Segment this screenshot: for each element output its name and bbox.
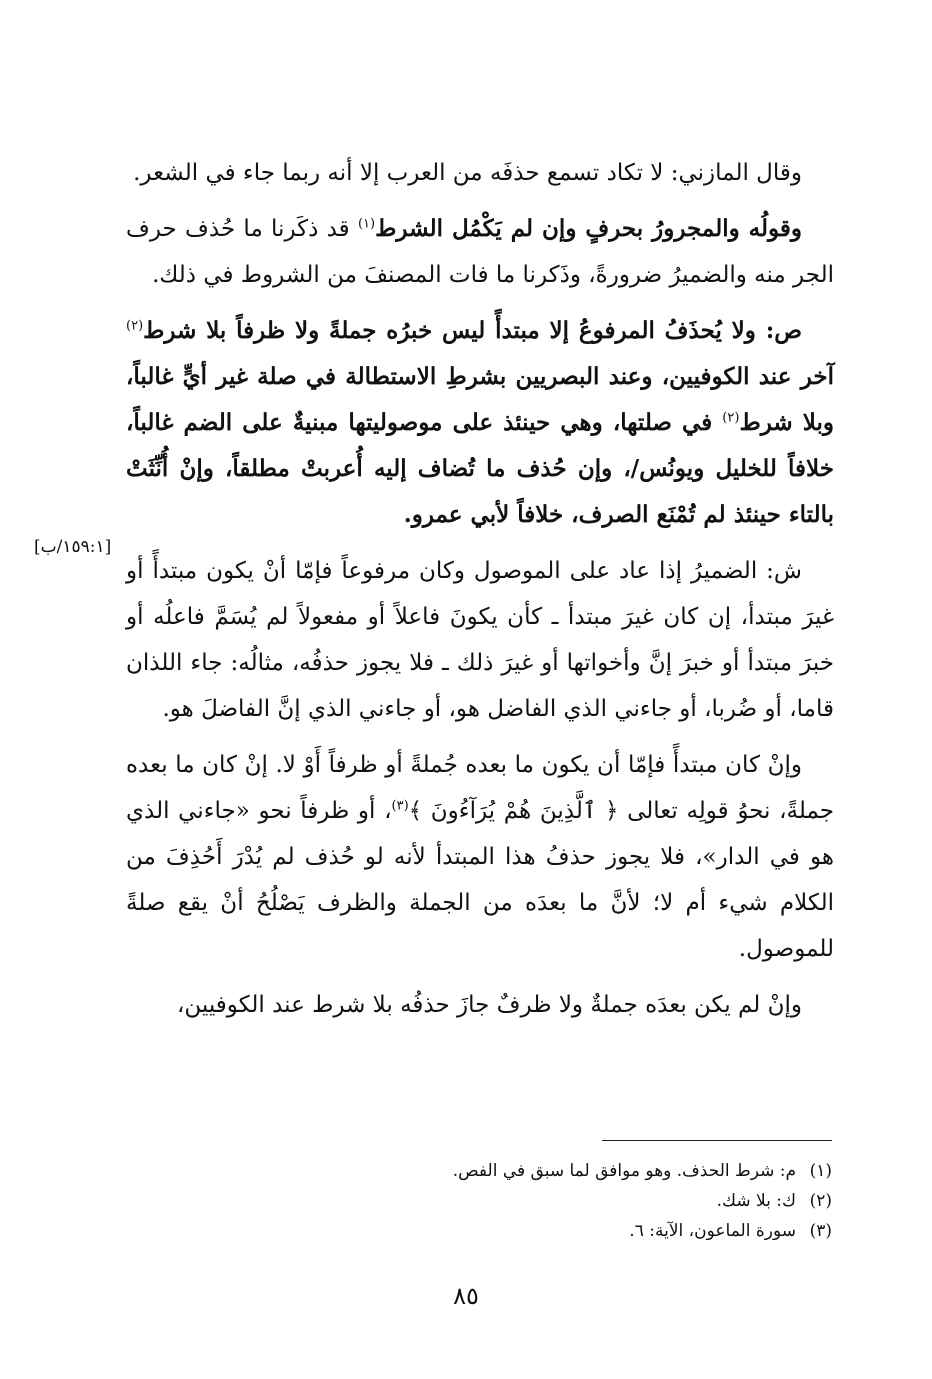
paragraph-text-1: وإنْ كان مبتدأً فإمّا أن يكون ما بعده جُملةً أو ظرفاً أَوْ لا. إنْ كان ما بعده جملةً، نحوُ قولِه تعالى (126, 752, 835, 824)
footnote-number: (١) (809, 1161, 832, 1181)
manuscript-folio-note: [١٥٩:١/ب] (34, 537, 112, 557)
footnote-number: (٢) (809, 1191, 832, 1211)
footnote-ref-3: (٣) (391, 798, 409, 814)
footnote-text: سورة الماعون، الآية: ٦. (629, 1221, 796, 1241)
footnote-text: ك: بلا شك. (716, 1191, 796, 1211)
footnote-ref-1: (١) (357, 216, 376, 232)
paragraph-text: ش: الضميرُ إذا عاد على الموصول وكان مرفوعاً فإمّا أنْ يكون مبتدأً أو غيرَ مبتدأ، إن كان غيرَ مبتدأ ـ كأن يكونَ فاعلاً أو مفعولاً لم يُسَمَّ فاعلُه أو خبرَ مبتدأ أو خبرَ إنَّ وأخواتها أو غيرَ ذلك ـ فلا يجوز حذفُه، مثالُه: جاء اللذان قاما، أو ضُربا، أو جاءني الذي الفاضل هو، أو جاءني الذي إنَّ الفاضلَ هو. (126, 558, 834, 722)
paragraph-text: قد ذكَرنا ما حُذف حرف الجر منه والضميرُ ضرورةً، وذَكرنا ما فات المصنفَ من الشروط في ذلك. (126, 216, 834, 288)
paragraph-matn (126, 308, 834, 538)
quran-verse: ﴿ ٱلَّذِينَ هُمْ يُرَآءُونَ ﴾ (408, 798, 619, 824)
footnote-item (132, 1216, 832, 1246)
main-text (126, 150, 834, 1038)
footnote-number: (٣) (809, 1221, 832, 1241)
paragraph-kufiyin (126, 982, 834, 1028)
footnote-divider (602, 1140, 832, 1141)
footnote-text: م: شرط الحذف. وهو موافق لما سبق في الفص. (452, 1161, 796, 1181)
quoted-lemma: وقولُه والمجرورُ بحرفٍ وإن لم يَكْمُل الشرط (375, 215, 803, 242)
paragraph-majrur (126, 206, 834, 298)
page-number: ٨٥ (453, 1282, 479, 1310)
paragraph-text: وقال المازني: لا تكاد تسمع حذفَه من العرب إلا أنه ربما جاء في الشعر. (133, 160, 802, 186)
footnotes (132, 1156, 832, 1246)
matn-text-2: آخر عند الكوفيين، وعند البصريين بشرطِ الاستطالة في صلة غير أيٍّ غالباً، وبلا شرط (126, 363, 834, 436)
matn-text-1: ص: ولا يُحذَفُ المرفوعُ إلا مبتدأً ليس خبرُه جملةً ولا ظرفاً بلا شرط (143, 317, 802, 344)
matn-text-3: في صلتها، وهي حينئذ على موصوليتها مبنيةٌ على الضم غالباً، خلافاً للخليل ويونُس/، وإن حُذف ما تُضاف إليه أُعربتْ مطلقاً، وإنْ أُنِّثَتْ بالتاء حينئذ لم تُمْنَع الصرف، خلافاً لأبي عمرو. (126, 409, 834, 528)
paragraph-sharh (126, 548, 834, 732)
paragraph-text: وإنْ لم يكن بعدَه جملةٌ ولا ظرفٌ جازَ حذفُه بلا شرط عند الكوفيين، (176, 992, 802, 1018)
footnote-item (132, 1156, 832, 1186)
paragraph-mazini (126, 150, 834, 196)
footnote-ref-2b: (٢) (722, 410, 740, 426)
paragraph-text-2: ، أو ظرفاً نحو «جاءني الذي هو في الدار»، فلا يجوز حذفُ هذا المبتدأ لأنه لو حُذف لم يُدْرَ أَحُذِفَ من الكلام شيء أم لا؛ لأنَّ ما بعدَه من الجملة والظرف يَصْلُحُ أنْ يقع صلةً للموصول. (126, 798, 834, 962)
footnote-item (132, 1186, 832, 1216)
paragraph-mubtada (126, 742, 834, 972)
footnote-ref-2a: (٢) (126, 318, 144, 334)
